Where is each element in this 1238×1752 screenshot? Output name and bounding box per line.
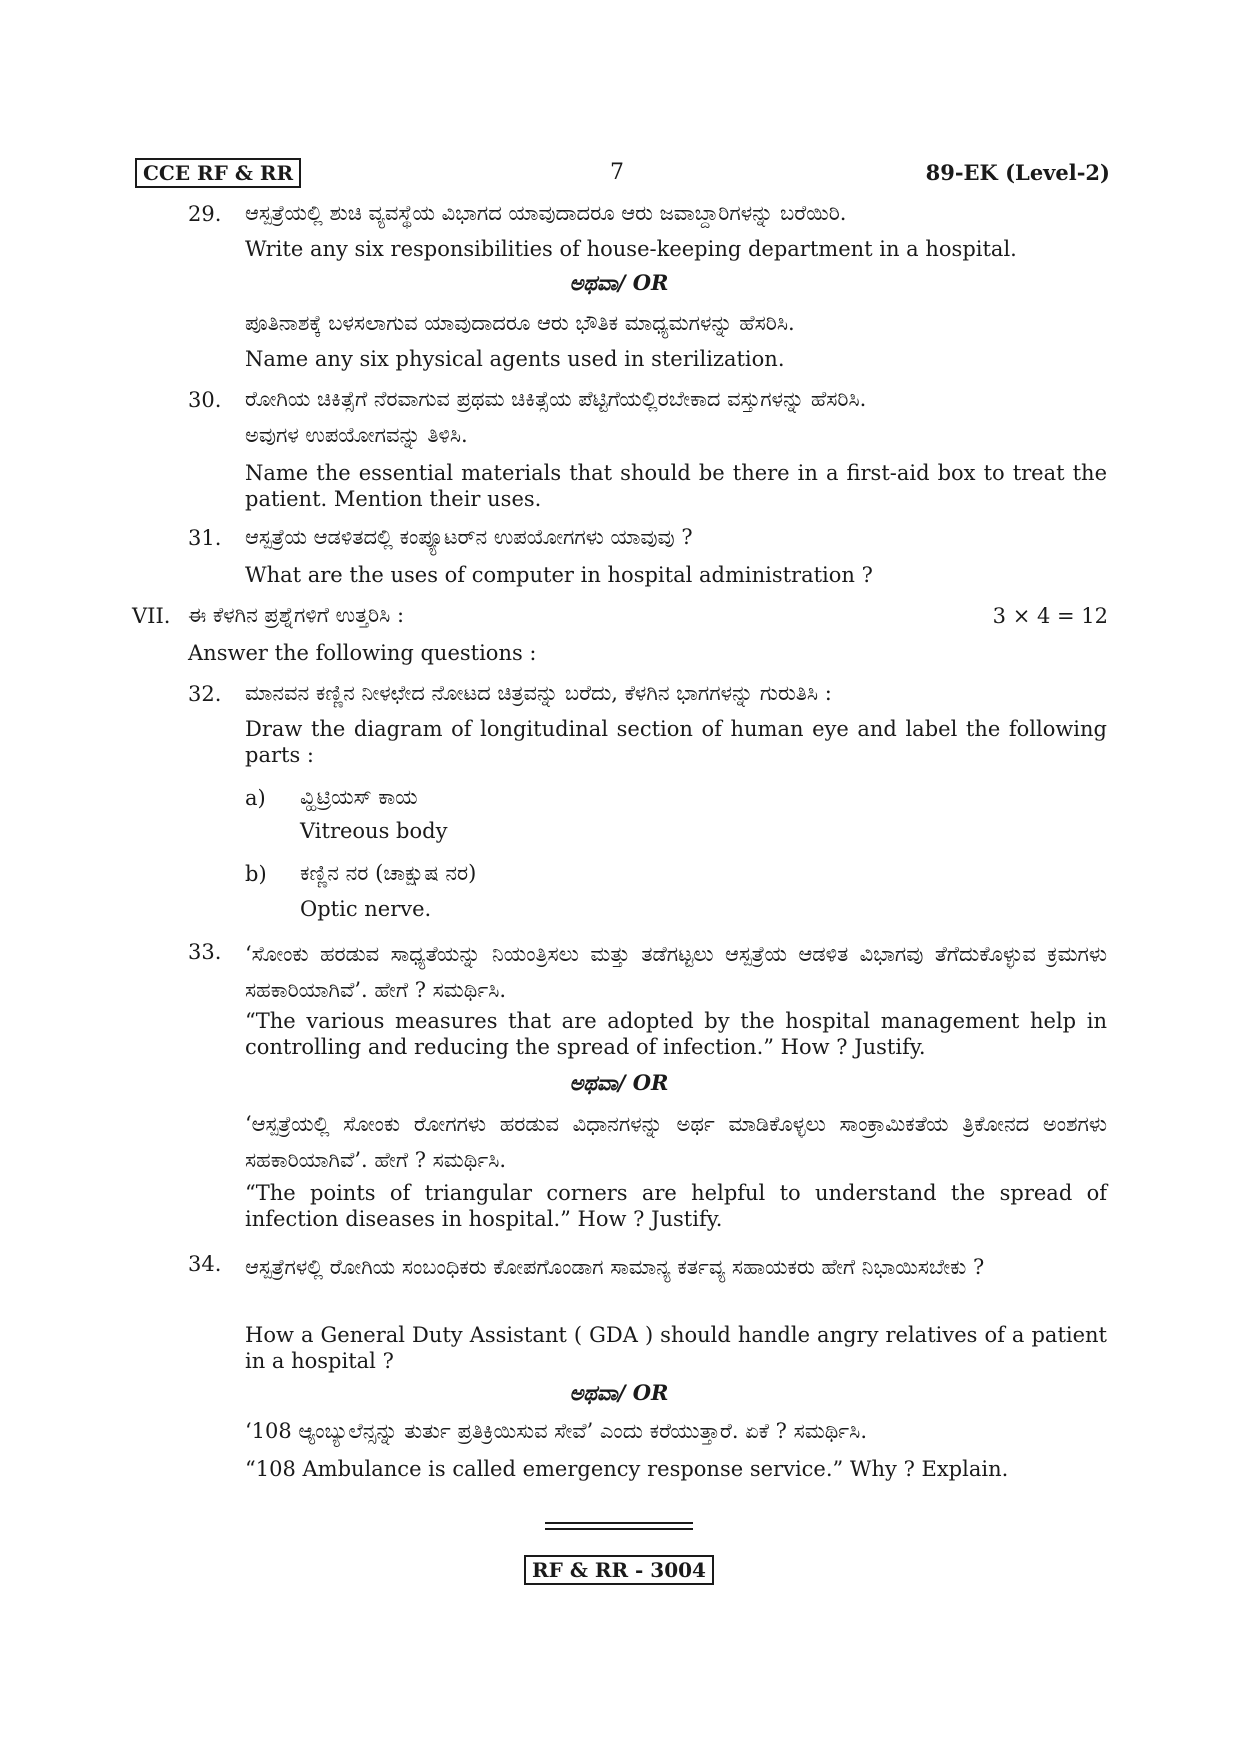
or-separator: ಅಥವಾ/ OR bbox=[569, 1380, 669, 1405]
question-text-english: Draw the diagram of longitudinal section of human eye and label the following parts : bbox=[245, 717, 1107, 767]
question-text-english: Write any six responsibilities of house-keeping department in a hospital. bbox=[245, 237, 1017, 261]
sub-item-label: a) bbox=[245, 786, 266, 810]
header-code-box: CCE RF & RR bbox=[135, 158, 301, 188]
paper-code: 89-EK (Level-2) bbox=[925, 160, 1110, 185]
page-header bbox=[135, 158, 1110, 188]
end-rule-bottom bbox=[545, 1528, 693, 1530]
question-number: 32. bbox=[188, 682, 222, 706]
question-number: 33. bbox=[188, 940, 222, 964]
section-instruction-kannada: ಈ ಕೆಳಗಿನ ಪ್ರಶ್ನೆಗಳಿಗೆ ಉತ್ತರಿಸಿ : bbox=[188, 603, 405, 627]
question-number: 31. bbox=[188, 526, 222, 550]
question-text-kannada: ಮಾನವನ ಕಣ್ಣಿನ ನೀಳಛೇದ ನೋಟದ ಚಿತ್ರವನ್ನು ಬರೆದು, ಕೆಳಗಿನ ಭಾಗಗಳನ್ನು ಗುರುತಿಸಿ : bbox=[245, 681, 832, 705]
question-text-kannada: ರೋಗಿಯ ಚಿಕಿತ್ಸೆಗೆ ನೆರವಾಗುವ ಪ್ರಥಮ ಚಿಕಿತ್ಸೆಯ ಪೆಟ್ಟಿಗೆಯಲ್ಲಿರಬೇಕಾದ ವಸ್ತುಗಳನ್ನು ಹೆಸರಿಸಿ. bbox=[245, 387, 867, 411]
question-number: 29. bbox=[188, 202, 222, 226]
alt-question-english: “The points of triangular corners are helpful to understand the spread of infection diseases in hospital.” How ? Justify. bbox=[245, 1181, 1107, 1231]
sub-item-kannada: ಕಣ್ಣಿನ ನರ (ಚಾಕ್ಷುಷ ನರ) bbox=[300, 861, 477, 885]
section-number: VII. bbox=[132, 604, 171, 628]
question-text-english: What are the uses of computer in hospital administration ? bbox=[245, 563, 873, 587]
end-rule-top bbox=[545, 1522, 693, 1524]
question-number: 30. bbox=[188, 388, 222, 412]
question-text-kannada: ಆಸ್ಪತ್ರೆಯ ಆಡಳಿತದಲ್ಲಿ ಕಂಪ್ಯೂಟರ್‌ನ ಉಪಯೋಗಗಳು ಯಾವುವು ? bbox=[245, 525, 693, 549]
alt-question-kannada: ‘ಆಸ್ಪತ್ರೆಯಲ್ಲಿ ಸೋಂಕು ರೋಗಗಳು ಹರಡುವ ವಿಧಾನಗಳನ್ನು ಅರ್ಥ ಮಾಡಿಕೊಳ್ಳಲು ಸಾಂಕ್ರಾಮಿಕತೆಯ ತ್ರಿಕೋನದ ಅಂಶಗಳು ಸಹಕಾರಿಯಾಗಿವೆ’. ಹೇಗೆ ? ಸಮರ್ಥಿಸಿ. bbox=[245, 1112, 1107, 1172]
alt-question-kannada: ಪೂತಿನಾಶಕ್ಕೆ ಬಳಸಲಾಗುವ ಯಾವುದಾದರೂ ಆರು ಭೌತಿಕ ಮಾಧ್ಯಮಗಳನ್ನು ಹೆಸರಿಸಿ. bbox=[245, 311, 795, 335]
question-text-kannada: ‘ಸೋಂಕು ಹರಡುವ ಸಾಧ್ಯತೆಯನ್ನು ನಿಯಂತ್ರಿಸಲು ಮತ್ತು ತಡೆಗಟ್ಟಲು ಆಸ್ಪತ್ರೆಯ ಆಡಳಿತ ವಿಭಾಗವು ತೆಗೆದುಕೊಳ್ಳುವ ಕ್ರಮಗಳು ಸಹಕಾರಿಯಾಗಿವೆ’. ಹೇಗೆ ? ಸಮರ್ಥಿಸಿ. bbox=[245, 942, 1107, 1002]
section-marks: 3 × 4 = 12 bbox=[992, 604, 1108, 628]
sub-item-label: b) bbox=[245, 862, 267, 886]
footer-code-box: RF & RR - 3004 bbox=[524, 1555, 714, 1585]
or-separator: ಅಥವಾ/ OR bbox=[569, 270, 669, 295]
sub-item-kannada: ವ್ಹಿಟ್ರಿಯಸ್ ಕಾಯ bbox=[300, 785, 418, 809]
page-number: 7 bbox=[610, 160, 624, 185]
question-text-english: “The various measures that are adopted by the hospital management help in controlling and reducing the spread of infection.” How ? Justify. bbox=[245, 1009, 1107, 1059]
question-text-kannada-cont: ಅವುಗಳ ಉಪಯೋಗವನ್ನು ತಿಳಿಸಿ. bbox=[245, 423, 468, 447]
sub-item-english: Optic nerve. bbox=[300, 897, 432, 921]
or-separator: ಅಥವಾ/ OR bbox=[569, 1070, 669, 1095]
alt-question-english: Name any six physical agents used in sterilization. bbox=[245, 347, 785, 371]
question-number: 34. bbox=[188, 1252, 222, 1276]
question-text-kannada: ಆಸ್ಪತ್ರೆಗಳಲ್ಲಿ ರೋಗಿಯ ಸಂಬಂಧಿಕರು ಕೋಪಗೊಂಡಾಗ ಸಾಮಾನ್ಯ ಕರ್ತವ್ಯ ಸಹಾಯಕರು ಹೇಗೆ ನಿಭಾಯಿಸಬೇಕು ? bbox=[245, 1255, 985, 1279]
section-instruction-english: Answer the following questions : bbox=[188, 641, 537, 665]
question-text-kannada: ಆಸ್ಪತ್ರೆಯಲ್ಲಿ ಶುಚಿ ವ್ಯವಸ್ಥೆಯ ವಿಭಾಗದ ಯಾವುದಾದರೂ ಆರು ಜವಾಬ್ದಾರಿಗಳನ್ನು ಬರೆಯಿರಿ. bbox=[245, 201, 847, 225]
alt-question-english: “108 Ambulance is called emergency response service.” Why ? Explain. bbox=[245, 1457, 1009, 1481]
alt-question-kannada: ‘108 ಆ್ಯಂಬ್ಯುಲೆನ್ಸನ್ನು ತುರ್ತು ಪ್ರತಿಕ್ರಿಯಿಸುವ ಸೇವೆ’ ಎಂದು ಕರೆಯುತ್ತಾರೆ. ಏಕೆ ? ಸಮರ್ಥಿಸಿ. bbox=[245, 1419, 868, 1443]
question-text-english: Name the essential materials that should be there in a first-aid box to treat the patient. Mention their uses. bbox=[245, 461, 1107, 511]
question-text-english: How a General Duty Assistant ( GDA ) should handle angry relatives of a patient in a hospital ? bbox=[245, 1323, 1107, 1373]
page-footer bbox=[0, 1555, 1238, 1585]
sub-item-english: Vitreous body bbox=[300, 819, 448, 843]
